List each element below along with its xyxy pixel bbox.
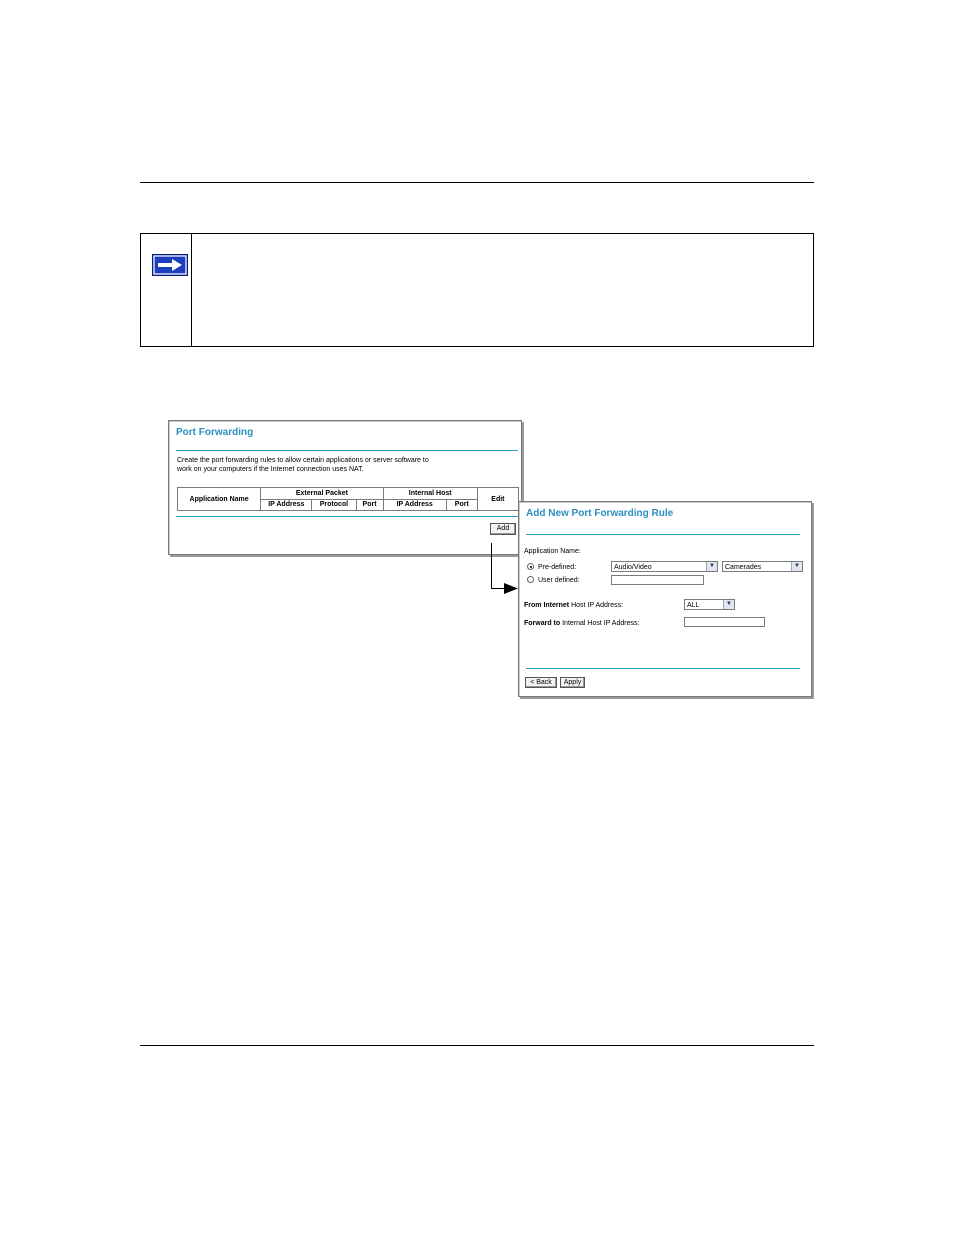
- from-internet-rest: Host IP Address:: [569, 602, 624, 609]
- from-host-select[interactable]: [684, 599, 735, 610]
- col-ext-port: Port: [356, 499, 383, 511]
- table-rule: [176, 516, 518, 517]
- forward-to-internal-host-label: [524, 619, 639, 628]
- add-rule-title-rule: [526, 534, 800, 535]
- apply-button[interactable]: Apply: [560, 677, 585, 688]
- forward-to-bold: Forward to: [524, 620, 561, 627]
- chevron-down-icon: ▼: [723, 600, 734, 609]
- title-rule: [176, 450, 518, 451]
- from-internet-host-label: [524, 601, 623, 610]
- user-defined-radio[interactable]: [527, 576, 534, 583]
- pf-description-line1: Create the port forwarding rules to allow certain applications or server software to: [177, 457, 429, 464]
- from-internet-bold: From Internet: [524, 602, 570, 609]
- forward-to-rest: Internal Host IP Address:: [560, 620, 640, 627]
- right-arrow-icon: [152, 254, 188, 276]
- connector-arrow: [488, 543, 522, 595]
- port-forwarding-table: [177, 487, 519, 511]
- col-int-port: Port: [446, 499, 477, 511]
- col-internal-host: Internal Host: [383, 488, 477, 500]
- predefined-label: Pre-defined:: [538, 564, 577, 571]
- add-rule-title: Add New Port Forwarding Rule: [526, 508, 674, 519]
- note-box: [140, 233, 814, 347]
- col-edit: Edit: [477, 488, 518, 511]
- application-name-label: Application Name:: [524, 548, 581, 555]
- chevron-down-icon: ▼: [706, 562, 717, 571]
- application-value: Camerades: [725, 564, 762, 571]
- col-application-name: Application Name: [178, 488, 261, 511]
- port-forwarding-panel: [168, 420, 522, 555]
- from-host-value: ALL: [687, 602, 700, 609]
- user-defined-label: User defined:: [538, 577, 580, 584]
- internal-host-ip-input[interactable]: [684, 617, 765, 627]
- user-defined-input[interactable]: [611, 575, 704, 585]
- col-int-ip-address: IP Address: [383, 499, 446, 511]
- footer-rule: [526, 668, 800, 669]
- col-external-packet: External Packet: [261, 488, 383, 500]
- footer-rule-page: [140, 1045, 814, 1046]
- col-ext-ip-address: IP Address: [261, 499, 312, 511]
- add-rule-panel: [518, 501, 812, 697]
- note-divider: [191, 234, 192, 346]
- back-button[interactable]: < Back: [525, 677, 557, 688]
- port-forwarding-title: Port Forwarding: [176, 427, 254, 438]
- add-button[interactable]: Add: [490, 523, 516, 535]
- header-rule: [140, 182, 814, 183]
- category-value: Audio/Video: [614, 564, 652, 571]
- pf-description-line2: work on your computers if the Internet connection uses NAT.: [177, 466, 364, 473]
- predefined-radio[interactable]: [527, 563, 534, 570]
- col-ext-protocol: Protocol: [312, 499, 356, 511]
- application-select[interactable]: [722, 561, 803, 572]
- category-select[interactable]: [611, 561, 718, 572]
- chevron-down-icon: ▼: [791, 562, 802, 571]
